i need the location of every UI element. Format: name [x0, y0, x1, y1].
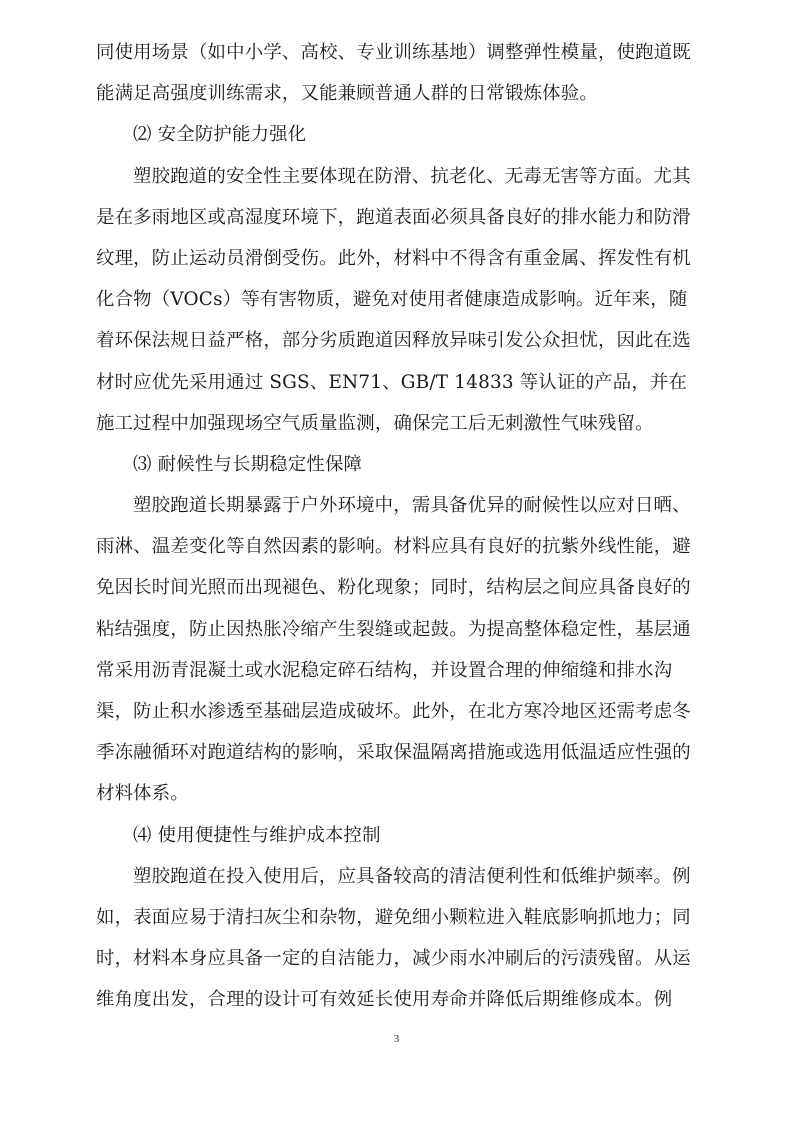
text-line: 渠，防止积水渗透至基础层造成破坏。此外，在北方寒冷地区还需考虑冬 — [96, 701, 691, 722]
paragraph-weather-resistance — [96, 485, 694, 815]
text-line: 粘结强度，防止因热胀冷缩产生裂缝或起鼓。为提高整体稳定性，基层通 — [96, 618, 691, 640]
text-line: 雨淋、温差变化等自然因素的影响。材料应具有良好的抗紫外线性能，避 — [96, 536, 691, 558]
paragraph-continuation — [96, 32, 694, 114]
text-line: 化合物（VOCs）等有害物质，避免对使用者健康造成影响。近年来，随 — [96, 289, 688, 311]
paragraph-safety — [96, 156, 694, 444]
document-page — [96, 32, 694, 1021]
text-line: 免因长时间光照而出现褪色、粉化现象；同时，结构层之间应具备良好的 — [96, 577, 691, 599]
section-heading-2: ⑵ 安全防护能力强化 — [133, 124, 307, 146]
text-line: 是在多雨地区或高湿度环境下，跑道表面必须具备良好的排水能力和防滑 — [96, 206, 691, 228]
text-line: 时，材料本身应具备一定的自洁能力，减少雨水冲刷后的污渍残留。从运 — [96, 948, 691, 970]
text-line: 如，表面应易于清扫灰尘和杂物，避免细小颗粒进入鞋底影响抓地力；同 — [96, 906, 691, 928]
section-heading-3: ⑶ 耐候性与长期稳定性保障 — [133, 453, 363, 475]
text-line: 材料体系。 — [96, 783, 189, 805]
text-line: 同使用场景（如中小学、高校、专业训练基地）调整弹性模量，使跑道既 — [96, 42, 691, 63]
page-number: 3 — [393, 1033, 400, 1045]
text-line: 着环保法规日益严格，部分劣质跑道因释放异味引发公众担忧，因此在选 — [96, 330, 691, 352]
text-line: 常采用沥青混凝土或水泥稳定碎石结构，并设置合理的伸缩缝和排水沟 — [96, 659, 673, 681]
section-heading-4: ⑷ 使用便捷性与维护成本控制 — [133, 824, 381, 846]
text-line: 塑胶跑道的安全性主要体现在防滑、抗老化、无毒无害等方面。尤其 — [133, 165, 691, 187]
text-line: 塑胶跑道在投入使用后，应具备较高的清洁便利性和低维护频率。例 — [133, 865, 691, 887]
paragraph-maintenance — [96, 856, 694, 1021]
text-line: 维角度出发，合理的设计可有效延长使用寿命并降低后期维修成本。例 — [96, 989, 673, 1011]
text-line: 季冻融循环对跑道结构的影响，采取保温隔离措施或选用低温适应性强的 — [96, 742, 691, 764]
text-line: 施工过程中加强现场空气质量监测，确保完工后无刺激性气味残留。 — [96, 412, 654, 434]
text-line: 材时应优先采用通过 SGS、EN71、GB/T 14833 等认证的产品，并在 — [96, 371, 688, 393]
text-line: 纹理，防止运动员滑倒受伤。此外，材料中不得含有重金属、挥发性有机 — [96, 247, 691, 269]
text-line: 能满足高强度训练需求，又能兼顾普通人群的日常锻炼体验。 — [96, 83, 598, 105]
text-line: 塑胶跑道长期暴露于户外环境中，需具备优异的耐候性以应对日晒、 — [133, 495, 691, 517]
